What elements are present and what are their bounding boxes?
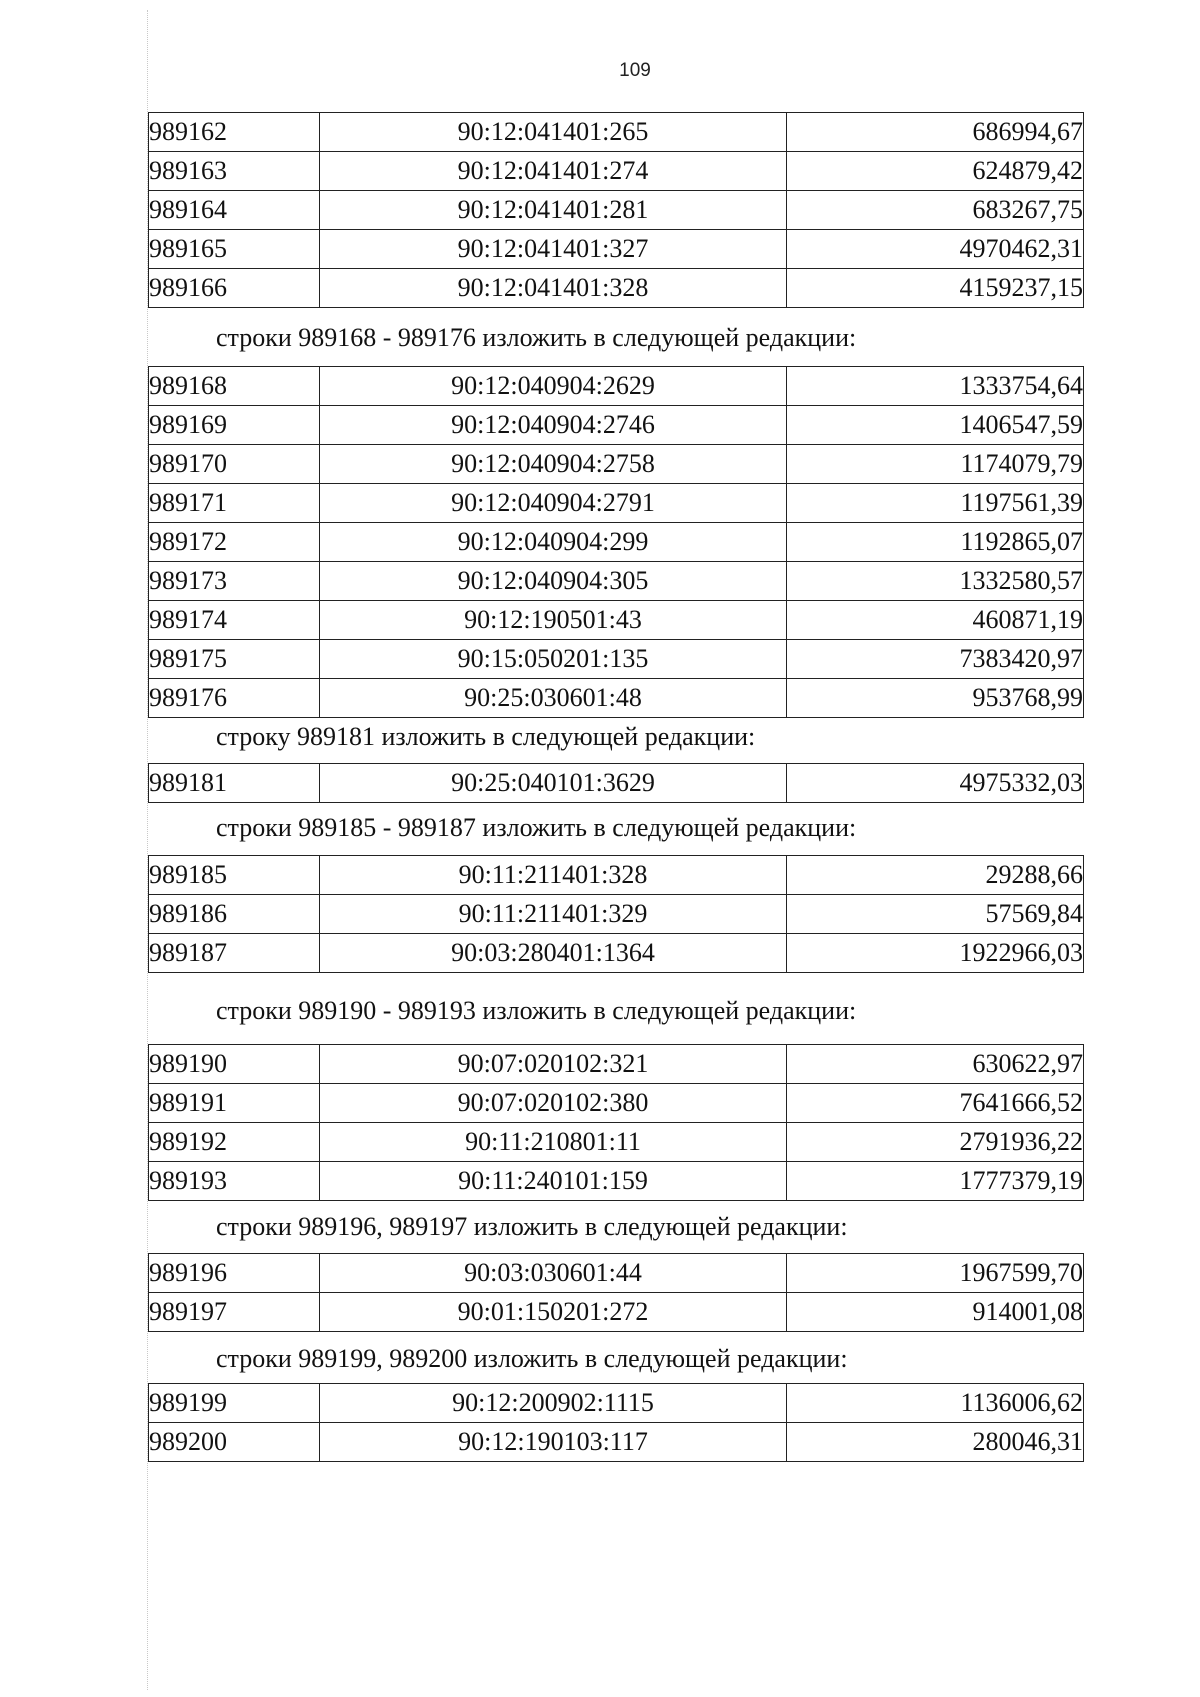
row-number-cell: 989166 bbox=[149, 269, 320, 308]
table-row bbox=[149, 640, 1084, 679]
cadastral-value-cell: 1922966,03 bbox=[787, 934, 1084, 973]
row-number-cell: 989174 bbox=[149, 601, 320, 640]
row-number-cell: 989176 bbox=[149, 679, 320, 718]
register-table bbox=[148, 855, 1084, 973]
cadastral-value-cell: 460871,19 bbox=[787, 601, 1084, 640]
table-row bbox=[149, 562, 1084, 601]
cadastral-number-cell: 90:12:040904:2758 bbox=[320, 445, 787, 484]
row-number-cell: 989193 bbox=[149, 1162, 320, 1201]
cadastral-value-cell: 683267,75 bbox=[787, 191, 1084, 230]
cadastral-value-cell: 57569,84 bbox=[787, 895, 1084, 934]
page-number: 109 bbox=[619, 60, 651, 81]
register-table bbox=[148, 1253, 1084, 1332]
row-number-cell: 989187 bbox=[149, 934, 320, 973]
cadastral-number-cell: 90:03:030601:44 bbox=[320, 1254, 787, 1293]
cadastral-number-cell: 90:07:020102:321 bbox=[320, 1045, 787, 1084]
cadastral-number-cell: 90:12:041401:281 bbox=[320, 191, 787, 230]
table-row bbox=[149, 406, 1084, 445]
cadastral-number-cell: 90:11:210801:11 bbox=[320, 1123, 787, 1162]
row-number-cell: 989168 bbox=[149, 367, 320, 406]
row-number-cell: 989170 bbox=[149, 445, 320, 484]
cadastral-value-cell: 1967599,70 bbox=[787, 1254, 1084, 1293]
row-number-cell: 989196 bbox=[149, 1254, 320, 1293]
table-row bbox=[149, 856, 1084, 895]
cadastral-number-cell: 90:12:041401:265 bbox=[320, 113, 787, 152]
row-number-cell: 989163 bbox=[149, 152, 320, 191]
cadastral-value-cell: 280046,31 bbox=[787, 1423, 1084, 1462]
row-number-cell: 989185 bbox=[149, 856, 320, 895]
cadastral-value-cell: 1777379,19 bbox=[787, 1162, 1084, 1201]
document-body bbox=[148, 112, 1083, 1462]
row-number-cell: 989171 bbox=[149, 484, 320, 523]
table-row bbox=[149, 367, 1084, 406]
row-number-cell: 989181 bbox=[149, 764, 320, 803]
row-number-cell: 989172 bbox=[149, 523, 320, 562]
table-row bbox=[149, 445, 1084, 484]
amendment-instruction: строку 989181 изложить в следующей редакции: bbox=[216, 722, 756, 751]
cadastral-number-cell: 90:03:280401:1364 bbox=[320, 934, 787, 973]
row-number-cell: 989190 bbox=[149, 1045, 320, 1084]
table-row bbox=[149, 1423, 1084, 1462]
table-row bbox=[149, 1162, 1084, 1201]
table-row bbox=[149, 191, 1084, 230]
amendment-instruction: строки 989190 - 989193 изложить в следующей редакции: bbox=[216, 996, 857, 1025]
amendment-instruction: строки 989196, 989197 изложить в следующей редакции: bbox=[216, 1212, 848, 1241]
table-row bbox=[149, 230, 1084, 269]
cadastral-value-cell: 624879,42 bbox=[787, 152, 1084, 191]
row-number-cell: 989164 bbox=[149, 191, 320, 230]
cadastral-value-cell: 1406547,59 bbox=[787, 406, 1084, 445]
table-row bbox=[149, 1084, 1084, 1123]
cadastral-number-cell: 90:11:211401:329 bbox=[320, 895, 787, 934]
cadastral-number-cell: 90:12:200902:1115 bbox=[320, 1384, 787, 1423]
register-table bbox=[148, 366, 1084, 718]
row-number-cell: 989162 bbox=[149, 113, 320, 152]
cadastral-value-cell: 953768,99 bbox=[787, 679, 1084, 718]
cadastral-number-cell: 90:12:041401:274 bbox=[320, 152, 787, 191]
register-table bbox=[148, 1044, 1084, 1201]
cadastral-value-cell: 1136006,62 bbox=[787, 1384, 1084, 1423]
cadastral-number-cell: 90:11:240101:159 bbox=[320, 1162, 787, 1201]
cadastral-number-cell: 90:12:040904:299 bbox=[320, 523, 787, 562]
cadastral-value-cell: 1174079,79 bbox=[787, 445, 1084, 484]
amendment-instruction: строки 989185 - 989187 изложить в следующей редакции: bbox=[216, 813, 857, 842]
register-table bbox=[148, 763, 1084, 803]
amendment-instruction: строки 989199, 989200 изложить в следующей редакции: bbox=[216, 1344, 848, 1373]
cadastral-value-cell: 1333754,64 bbox=[787, 367, 1084, 406]
row-number-cell: 989199 bbox=[149, 1384, 320, 1423]
table-row bbox=[149, 113, 1084, 152]
table-row bbox=[149, 152, 1084, 191]
cadastral-number-cell: 90:15:050201:135 bbox=[320, 640, 787, 679]
cadastral-number-cell: 90:12:190501:43 bbox=[320, 601, 787, 640]
cadastral-number-cell: 90:12:040904:2791 bbox=[320, 484, 787, 523]
table-row bbox=[149, 523, 1084, 562]
register-table bbox=[148, 112, 1084, 308]
cadastral-value-cell: 1197561,39 bbox=[787, 484, 1084, 523]
table-row bbox=[149, 484, 1084, 523]
cadastral-number-cell: 90:25:040101:3629 bbox=[320, 764, 787, 803]
row-number-cell: 989173 bbox=[149, 562, 320, 601]
row-number-cell: 989175 bbox=[149, 640, 320, 679]
register-table bbox=[148, 1383, 1084, 1462]
cadastral-value-cell: 7641666,52 bbox=[787, 1084, 1084, 1123]
row-number-cell: 989197 bbox=[149, 1293, 320, 1332]
row-number-cell: 989165 bbox=[149, 230, 320, 269]
cadastral-value-cell: 4970462,31 bbox=[787, 230, 1084, 269]
cadastral-number-cell: 90:12:040904:305 bbox=[320, 562, 787, 601]
cadastral-value-cell: 4159237,15 bbox=[787, 269, 1084, 308]
table-row bbox=[149, 1254, 1084, 1293]
table-row bbox=[149, 1293, 1084, 1332]
cadastral-value-cell: 1332580,57 bbox=[787, 562, 1084, 601]
cadastral-value-cell: 914001,08 bbox=[787, 1293, 1084, 1332]
cadastral-value-cell: 686994,67 bbox=[787, 113, 1084, 152]
cadastral-value-cell: 4975332,03 bbox=[787, 764, 1084, 803]
cadastral-number-cell: 90:25:030601:48 bbox=[320, 679, 787, 718]
table-row bbox=[149, 895, 1084, 934]
table-row bbox=[149, 601, 1084, 640]
row-number-cell: 989169 bbox=[149, 406, 320, 445]
table-row bbox=[149, 1045, 1084, 1084]
cadastral-value-cell: 630622,97 bbox=[787, 1045, 1084, 1084]
cadastral-value-cell: 7383420,97 bbox=[787, 640, 1084, 679]
cadastral-number-cell: 90:01:150201:272 bbox=[320, 1293, 787, 1332]
row-number-cell: 989186 bbox=[149, 895, 320, 934]
table-row bbox=[149, 934, 1084, 973]
table-row bbox=[149, 1123, 1084, 1162]
cadastral-value-cell: 29288,66 bbox=[787, 856, 1084, 895]
cadastral-number-cell: 90:12:041401:327 bbox=[320, 230, 787, 269]
amendment-instruction: строки 989168 - 989176 изложить в следующей редакции: bbox=[216, 323, 857, 352]
row-number-cell: 989192 bbox=[149, 1123, 320, 1162]
table-row bbox=[149, 269, 1084, 308]
row-number-cell: 989200 bbox=[149, 1423, 320, 1462]
cadastral-value-cell: 2791936,22 bbox=[787, 1123, 1084, 1162]
row-number-cell: 989191 bbox=[149, 1084, 320, 1123]
table-row bbox=[149, 764, 1084, 803]
cadastral-number-cell: 90:07:020102:380 bbox=[320, 1084, 787, 1123]
cadastral-number-cell: 90:12:040904:2746 bbox=[320, 406, 787, 445]
cadastral-value-cell: 1192865,07 bbox=[787, 523, 1084, 562]
cadastral-number-cell: 90:12:190103:117 bbox=[320, 1423, 787, 1462]
cadastral-number-cell: 90:12:040904:2629 bbox=[320, 367, 787, 406]
cadastral-number-cell: 90:11:211401:328 bbox=[320, 856, 787, 895]
table-row bbox=[149, 679, 1084, 718]
table-row bbox=[149, 1384, 1084, 1423]
cadastral-number-cell: 90:12:041401:328 bbox=[320, 269, 787, 308]
